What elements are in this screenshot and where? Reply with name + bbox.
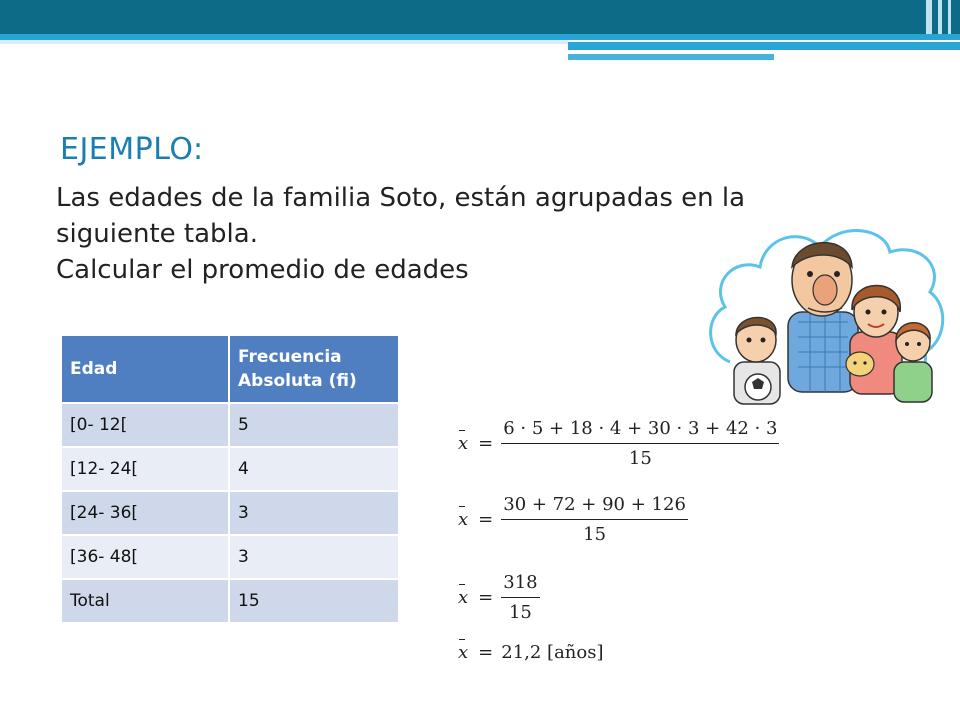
mean-symbol: x	[458, 587, 469, 608]
fraction	[501, 572, 539, 623]
slide-title: EJEMPLO:	[60, 132, 204, 167]
equals-sign: =	[478, 642, 494, 663]
baby-figure	[846, 352, 874, 376]
denominator: 15	[508, 602, 532, 623]
frequency-table	[62, 336, 398, 622]
banner-stripe	[948, 0, 951, 34]
table-row	[62, 446, 398, 490]
family-illustration	[700, 212, 950, 408]
numerator: 30 + 72 + 90 + 126	[501, 494, 688, 520]
numerator: 6 · 5 + 18 · 4 + 30 · 3 + 42 · 3	[501, 418, 779, 444]
cell-fi: 15	[230, 578, 398, 622]
cell-fi: 3	[230, 534, 398, 578]
equals-sign: =	[478, 509, 494, 530]
girl-figure	[894, 323, 932, 402]
cell-edad: [12- 24[	[62, 446, 230, 490]
denominator: 15	[583, 524, 607, 545]
statement-line: Calcular el promedio de edades	[56, 255, 469, 285]
header-frecuencia: Frecuencia Absoluta (fi)	[230, 336, 398, 402]
mean-symbol: x	[458, 509, 469, 530]
cell-edad: Total	[62, 578, 230, 622]
numerator: 318	[501, 572, 539, 598]
cell-fi: 4	[230, 446, 398, 490]
fraction	[501, 418, 779, 469]
banner-stripe	[926, 0, 932, 34]
formula-1	[458, 418, 779, 469]
cell-edad: [24- 36[	[62, 490, 230, 534]
table-row	[62, 534, 398, 578]
banner-stripe	[938, 0, 942, 34]
denominator: 15	[628, 448, 652, 469]
formula-3	[458, 572, 540, 623]
table-row-total	[62, 578, 398, 622]
banner-accent-block	[568, 42, 960, 50]
result-value: 21,2 [años]	[501, 642, 604, 663]
cell-fi: 3	[230, 490, 398, 534]
banner-divider	[568, 50, 888, 52]
table-row	[62, 490, 398, 534]
table-row	[62, 402, 398, 446]
top-banner	[0, 0, 960, 34]
banner-light-line	[0, 40, 568, 44]
header-edad: Edad	[62, 336, 230, 402]
formula-4	[458, 642, 604, 663]
boy-figure	[734, 318, 780, 405]
statement-line: siguiente tabla.	[56, 219, 258, 249]
mean-symbol: x	[458, 433, 469, 454]
fraction	[501, 494, 688, 545]
statement-line: Las edades de la familia Soto, están agrupadas en la	[56, 183, 746, 213]
banner-accent-block	[568, 54, 774, 60]
formula-2	[458, 494, 688, 545]
equals-sign: =	[478, 587, 494, 608]
cell-edad: [36- 48[	[62, 534, 230, 578]
cell-fi: 5	[230, 402, 398, 446]
table-header-row	[62, 336, 398, 402]
mean-symbol: x	[458, 642, 469, 663]
cell-edad: [0- 12[	[62, 402, 230, 446]
equals-sign: =	[478, 433, 494, 454]
